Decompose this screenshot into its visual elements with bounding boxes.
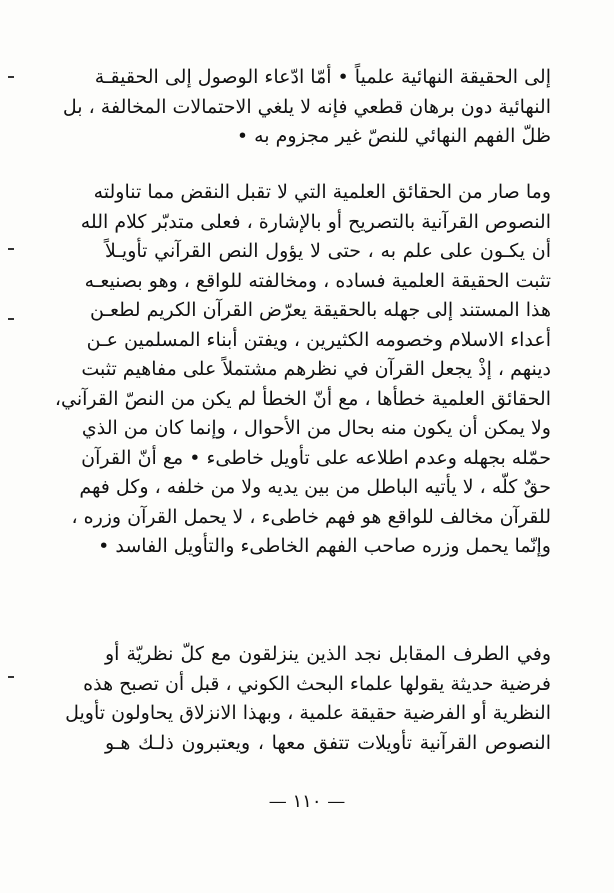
text-line: حمّله بجهله وعدم اطلاعه على تأويل خاطىء • مع أنّ القرآن	[81, 446, 551, 469]
margin-mark	[8, 318, 14, 320]
paragraph-2	[54, 178, 551, 562]
text-line: وإنّما يحمل وزره صاحب الفهم الخاطىء والتأويل الفاسد •	[98, 535, 551, 557]
text-line: الحقائق العلمية خطأها ، مع أنّ الخطأ لم يكن من النصّ القرآني،	[54, 387, 551, 410]
text-line: وما صار من الحقائق العلمية التي لا تقبل النقض مما تناولته	[93, 181, 551, 203]
text-line: تثبت الحقيقة العلمية فساده ، ومخالفته للواقع ، وهو بصنيعـه	[84, 269, 551, 292]
margin-mark	[8, 248, 14, 250]
text-line: فرضية حديثة يقولها علماء البحث الكوني ، قبل أن تصبح هذه	[83, 672, 551, 695]
text-line: وفي الطرف المقابل نجد الذين ينزلقون مع كلّ نظريّة أو	[105, 643, 551, 665]
text-line: النصوص القرآنية تأويلات تتفق معها ، ويعتبرون ذلـك هـو	[105, 731, 551, 754]
text-line: إلى الحقيقة النهائية علمياً • أمّا ادّعاء الوصول إلى الحقيقـة	[94, 66, 551, 88]
text-line: ولا يمكن أن يكون منه بحال من الأحوال ، وإنما كان من الذي	[81, 417, 551, 439]
text-line: للقرآن مخالف للواقع هو فهم خاطىء ، لا يحمل القرآن وزره ،	[71, 505, 551, 528]
margin-mark	[8, 676, 14, 678]
text-line: النهائية دون برهان قطعي فإنه لا يلغي الاحتمالات المخالفة ، بل	[62, 95, 551, 118]
paragraph-3	[65, 640, 551, 758]
text-line: أعداء الاسلام وخصومه الكثيرين ، ويفتن أبناء المسلمين عـن	[86, 328, 551, 351]
text-line: حقٌ كلّه ، لا يأتيه الباطل من بين يديه ولا من خلفه ، وكل فهم	[79, 476, 551, 498]
margin-mark	[8, 76, 14, 78]
text-line: هذا المستند إلى جهله بالحقيقة يعرّض القرآن الكريم لطعـن	[89, 299, 551, 321]
text-line: أن يكـون على علم به ، حتى لا يؤول النص القرآني تأويـلاً	[105, 240, 551, 262]
text-line: النصوص القرآنية بالتصريح أو بالإشارة ، فعلى متدبّر كلام الله	[80, 210, 551, 233]
paragraph-1	[62, 63, 551, 152]
text-line: دينهم ، إذْ يجعل القرآن في نظرهم مشتملاً على مفاهيم تثبت	[81, 358, 551, 380]
text-line: ظلّ الفهم النهائي للنصّ غير مجزوم به •	[236, 125, 551, 147]
page-number: — ١١٠ —	[268, 791, 346, 812]
text-line: النظرية أو الفرضية حقيقة علمية ، وبهذا الانزلاق يحاولون تأويل	[65, 702, 551, 724]
